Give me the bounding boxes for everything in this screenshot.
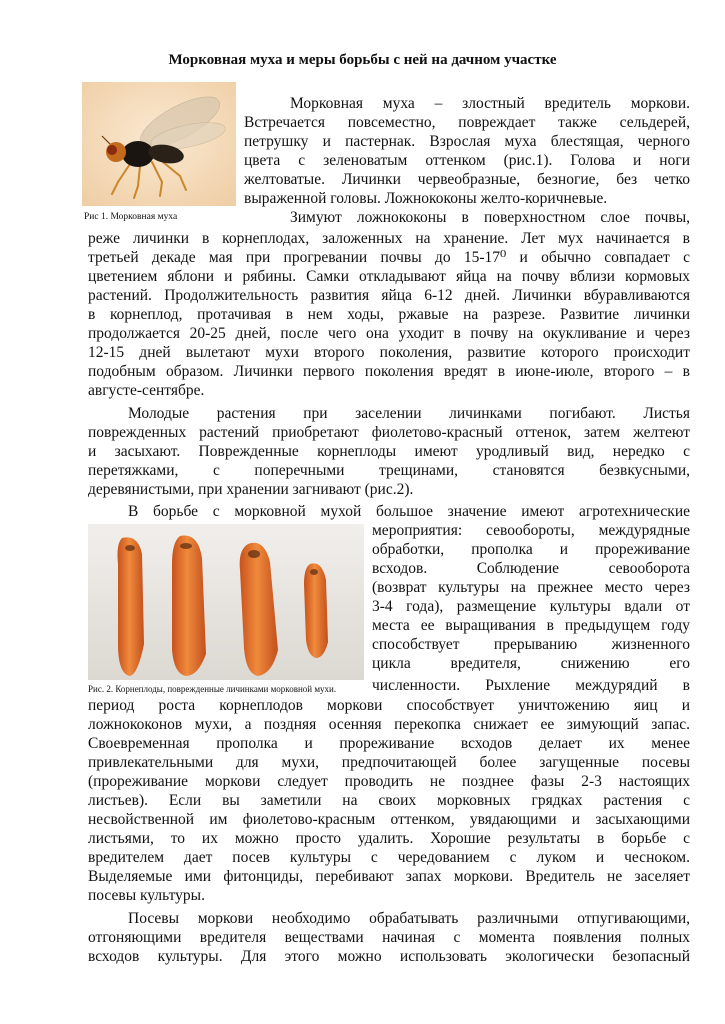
text-line: Своевременная прополка и прореживание всходов делает их менее — [88, 735, 690, 752]
carrot-fly-photo — [82, 82, 236, 206]
text-line: продолжается 20-25 дней, после чего она уходит в почву на окукливание и через — [88, 325, 690, 342]
text-line: в корнеплод, протачивая в нем ходы, ржавые на разрезе. Развитие личинки — [88, 306, 690, 323]
figure-1-caption: Рис 1. Морковная муха — [84, 212, 178, 222]
text-line: петрушку и пастернак. Взрослая муха блестящая, черного — [244, 133, 690, 150]
text-line: Морковная муха – злостный вредитель моркови. — [290, 95, 690, 112]
text-line: цвета с зеленоватым оттенком (рис.1). Голова и ноги — [244, 152, 690, 169]
text-line: численности. Рыхление междурядий в — [372, 677, 690, 694]
damaged-carrots-photo — [88, 524, 364, 680]
text-line: 3-4 года), размещение культуры вдали от — [372, 598, 690, 615]
text-line: всходов. Соблюдение севооборота — [372, 560, 690, 577]
text-line: растений. Продолжительность развития яйца 6-12 дней. Личинки вбуравливаются — [88, 287, 690, 304]
text-line: обработки, прополка и прореживание — [372, 541, 690, 558]
text-line: желтоватые. Личинки червеобразные, безногие, без четко — [244, 171, 690, 188]
text-line: третьей декаде мая при прогревании почвы до 15-17⁰ и обычно совпадает с — [88, 249, 690, 266]
text-line: период роста корнеплодов моркови способствует уничтожению яиц и — [88, 697, 690, 714]
text-line: цветением яблони и рябины. Самки откладывают яйца на почву вблизи кормовых — [88, 268, 690, 285]
text-line: реже личинки в корнеплодах, заложенных на хранение. Лет мух начинается в — [88, 230, 690, 247]
text-line: способствует прерыванию жизненного — [372, 636, 690, 653]
text-line: (возврат культуры на прежнее место через — [372, 579, 690, 596]
text-line: Посевы моркови необходимо обрабатывать различными отпугивающими, — [128, 910, 690, 927]
text-line: места ее выращивания в предыдущем году — [372, 617, 690, 634]
text-line: ложнококонов мухи, а поздняя осенняя перекопка снижает ее зимующий запас. — [88, 716, 690, 733]
text-line: Молодые растения при заселении личинками погибают. Листья — [128, 405, 690, 422]
text-line: вредителем дает посев культуры с чередованием с луком и чесноком. — [88, 849, 690, 866]
text-line: листьев). Если вы заметили на своих морковных грядках растения с — [88, 792, 690, 809]
text-line: и засыхают. Поврежденные корнеплоды имеют уродливый вид, нередко с — [88, 443, 690, 460]
text-line: посевы культуры. — [88, 887, 205, 904]
text-line: Зимуют ложнококоны в поверхностном слое почвы, — [290, 209, 690, 226]
text-line: Встречается повсеместно, повреждает также сельдерей, — [244, 114, 690, 131]
text-line: подобным образом. Личинки первого поколения вредят в июне-июле, второго – в — [88, 363, 690, 380]
text-line: отгоняющими вредителя веществами начиная с момента появления полных — [88, 929, 690, 946]
text-line: выраженной головы. Ложнококоны желто-коричневые. — [244, 190, 608, 207]
text-line: перетяжками, с поперечными трещинами, становятся безвкусными, — [88, 462, 690, 479]
text-line: несвойственной им фиолетово-красным оттенком, увядающими и засыхающими — [88, 811, 690, 828]
text-line: всходов культуры. Для этого можно использовать экологически безопасный — [88, 948, 690, 965]
figure-2-caption: Рис. 2. Корнеплоды, поврежденные личинками морковной мухи. — [88, 684, 337, 694]
text-line: мероприятия: севообороты, междурядные — [372, 522, 690, 539]
text-line: В борьбе с морковной мухой большое значение имеют агротехнические — [128, 503, 690, 520]
text-line: цикла вредителя, снижению его — [372, 655, 690, 672]
text-line: поврежденных растений приобретают фиолетово-красный оттенок, затем желтеют — [88, 424, 690, 441]
page-title: Морковная муха и меры борьбы с ней на дачном участке — [168, 52, 557, 68]
text-line: 12-15 дней вылетают мухи второго поколения, развитие которого происходит — [88, 344, 690, 361]
text-line: (прореживание моркови следует проводить не позднее фазы 2-3 настоящих — [88, 773, 690, 790]
text-line: деревянистыми, при хранении загнивают (рис.2). — [88, 481, 414, 498]
text-line: привлекательными для мухи, предпочитающей более загущенные посевы — [88, 754, 690, 771]
text-line: листьями, то их можно просто удалить. Хорошие результаты в борьбе с — [88, 830, 690, 847]
text-line: августе-сентябре. — [88, 382, 205, 399]
text-line: Выделяемые ими фитонциды, перебивают запах моркови. Вредитель не заселяет — [88, 868, 690, 885]
